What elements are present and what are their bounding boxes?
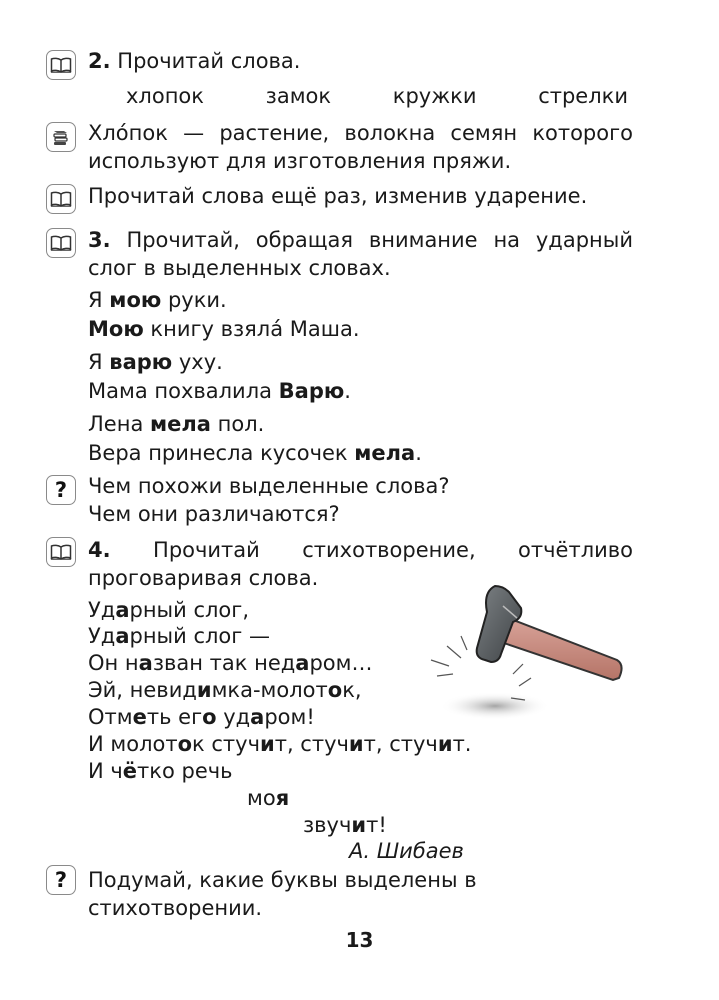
text-run: Вера принесла кусочек — [88, 441, 355, 465]
text-run: Уд — [88, 624, 116, 648]
text-run: к, — [342, 678, 362, 702]
text-run: Я — [88, 350, 110, 374]
question-icon — [46, 865, 76, 895]
book-icon — [46, 228, 76, 258]
text-run: книгу взяла́ Маша. — [143, 317, 360, 341]
text-run: Лена — [88, 412, 150, 436]
text-run: Он н — [88, 651, 139, 675]
text-run: Уд — [88, 598, 116, 622]
stressed-text: мела — [150, 412, 211, 436]
task-text: Прочитай, обращая внимание на ударный слог в выделенных словах. — [88, 228, 633, 280]
word-item: стрелки — [538, 84, 628, 108]
text-run: тко речь — [137, 759, 233, 783]
text-run: И молот — [88, 732, 178, 756]
text-run: ром! — [264, 705, 315, 729]
question-text: Подумай, какие буквы выделены в стихотворении. — [88, 868, 477, 920]
text-run: звуч — [303, 813, 352, 837]
poem-line — [303, 812, 387, 838]
stressed-text: мою — [109, 288, 162, 312]
text-run: т. — [452, 732, 472, 756]
poem-line — [88, 597, 249, 623]
example-sentence — [88, 315, 360, 344]
example-sentence — [88, 410, 264, 439]
stressed-text: о — [327, 678, 343, 702]
stressed-text: о — [202, 705, 217, 729]
stressed-text: ё — [122, 759, 138, 783]
text-run: Я — [88, 288, 110, 312]
task-2-heading — [88, 47, 633, 75]
text-run: Эй, невид — [88, 678, 197, 702]
text-run: И ч — [88, 759, 123, 783]
text-run: зван так нед — [152, 651, 296, 675]
question-icon — [46, 475, 76, 505]
question-line: Чем похожи выделенные слова? — [88, 474, 450, 498]
book-icon — [46, 184, 76, 214]
stressed-text: Мою — [88, 317, 144, 341]
text-run: . — [415, 441, 422, 465]
instruction-text: Прочитай слова ещё раз, изменив ударение. — [88, 184, 588, 208]
text-run: мка-молот — [211, 678, 328, 702]
stressed-text: я — [275, 786, 290, 810]
text-run: уху. — [172, 350, 223, 374]
poem-author: А. Шибаев — [349, 839, 464, 863]
stressed-text: варю — [109, 350, 173, 374]
text-run: пол. — [210, 412, 265, 436]
poem-line — [88, 731, 471, 757]
stressed-text: и — [196, 678, 212, 702]
task-text: Прочитай слова. — [117, 49, 301, 73]
stressed-text: а — [115, 624, 130, 648]
stressed-text: о — [177, 732, 193, 756]
stressed-text: мела — [354, 441, 416, 465]
poem-line — [247, 785, 289, 811]
stressed-text: е — [132, 705, 147, 729]
info-text: Хло́пок — растение, волокна семян которого используют для изготовления пряжи. — [88, 121, 633, 173]
word-item: хлопок — [126, 84, 204, 108]
text-run: руки. — [161, 288, 227, 312]
question-mark: ? — [54, 867, 68, 892]
word-item: кружки — [392, 84, 477, 108]
stressed-text: а — [115, 598, 130, 622]
task-number: 4. — [88, 538, 111, 562]
task-3-heading — [88, 226, 633, 282]
text-run: т, стуч — [363, 732, 438, 756]
stressed-text: Варю — [278, 379, 345, 403]
example-sentence — [88, 348, 223, 377]
stressed-text: а — [250, 705, 265, 729]
word-item: замок — [265, 84, 332, 108]
stressed-text: и — [260, 732, 275, 756]
poem-line — [88, 704, 315, 730]
stressed-text: и — [351, 813, 367, 837]
hammer-illustration — [425, 578, 635, 738]
example-sentence — [88, 377, 351, 406]
info-books-icon — [46, 122, 76, 152]
page-number: 13 — [345, 928, 374, 952]
book-icon — [46, 50, 76, 80]
stressed-text: и — [437, 732, 453, 756]
text-run: Отм — [88, 705, 133, 729]
word-list — [126, 84, 628, 108]
text-run: мо — [247, 786, 276, 810]
question-mark: ? — [54, 477, 68, 502]
poem-line — [88, 650, 373, 676]
task-text: Прочитай стихотворение, отчётливо проговаривая слова. — [88, 538, 633, 590]
example-sentence — [88, 439, 422, 468]
stressed-text: а — [295, 651, 310, 675]
poem-line — [88, 623, 270, 649]
stressed-text: и — [348, 732, 364, 756]
task-number: 2. — [88, 49, 111, 73]
text-run: к стуч — [192, 732, 260, 756]
text-run: т, стуч — [274, 732, 349, 756]
text-run: ром… — [309, 651, 373, 675]
poem-line — [88, 677, 362, 703]
question-line: Чем они различаются? — [88, 502, 340, 526]
text-run: рный слог, — [129, 598, 249, 622]
question-text — [88, 472, 633, 528]
text-run: . — [344, 379, 351, 403]
text-run: уд — [216, 705, 251, 729]
text-run: т! — [366, 813, 387, 837]
task-number: 3. — [88, 228, 111, 252]
stressed-text: а — [138, 651, 153, 675]
example-sentence — [88, 286, 227, 315]
text-run: Мама похвалила — [88, 379, 279, 403]
text-run: рный слог — — [129, 624, 270, 648]
poem-line — [88, 758, 233, 784]
book-icon — [46, 537, 76, 567]
text-run: ть ег — [146, 705, 203, 729]
